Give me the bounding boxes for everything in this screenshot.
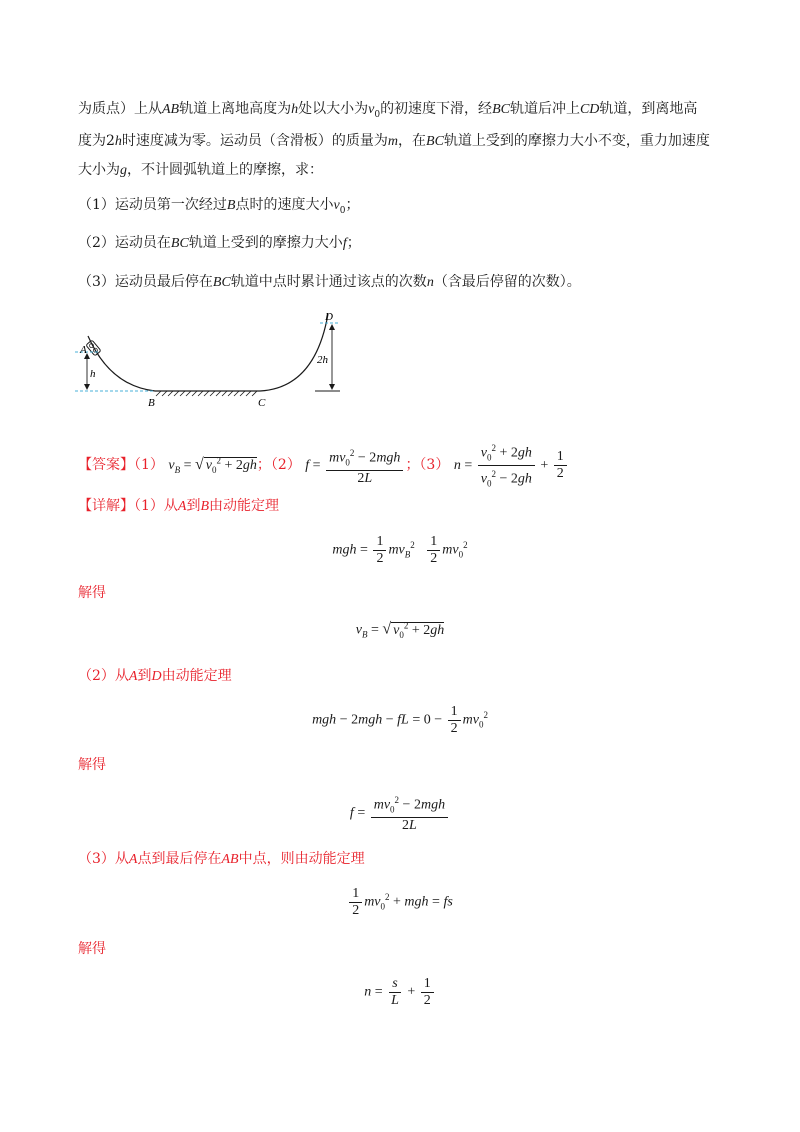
problem-line-1: 为质点）上从AB轨道上离地高度为h处以大小为$v_0$的初速度下滑，经BC轨道后冲上CD轨道，到离地高 [78,101,698,120]
equation-5: $\frac{1}{2}$ $mv_0^2$ + mgh = fs [0,886,800,919]
track-diagram [70,308,360,408]
question-2: （2）运动员在BC轨道上受到的摩擦力大小f； [78,235,361,251]
problem-line-2: 度为2h时速度减为零。运动员（含滑板）的质量为m，在BC轨道上受到的摩擦力大小不变，重力加速度 [78,133,710,149]
track-arc-cd [260,314,328,391]
track-arc-ab [88,336,155,391]
jiede-1: 解得 [78,585,106,601]
label-c: C [258,397,266,408]
jiede-3: 解得 [78,941,106,957]
label-2h: 2h [317,354,328,366]
answer-1-formula: $v_B$ = √ $v_0^2 + 2gh$ [168,455,257,475]
equation-2: $v_B$ = √ $v_0^2 + 2gh$ [355,620,445,640]
ground-hatching [156,391,257,396]
answer-line: 【答案】（1） $v_B$ = √ $v_0^2 + 2gh$；（2） f = $\frac{mv_0^2 - 2mgh}{2L}$ ；（3） n = $\frac{v_0^2 + 2gh}{v_0^2 - 2gh}$ + $\frac{1}{2}$ [78,440,569,492]
problem-line-3: 大小为g，不计圆弧轨道上的摩擦，求： [78,162,323,178]
detail-step-3: （3）从A点到最后停在AB中点，则由动能定理 [78,851,365,867]
label-h: h [90,368,96,380]
label-a: A [80,344,87,356]
detail-step-1: 【详解】（1）从A到B由动能定理 [78,498,280,514]
answer-3-formula: n = $\frac{v_0^2 + 2gh}{v_0^2 - 2gh}$ + $\frac{1}{2}$ [454,458,569,473]
label-b: B [148,397,155,408]
question-3: （3）运动员最后停在BC轨道中点时累计通过该点的次数n（含最后停留的次数）。 [78,274,581,290]
detail-step-2: （2）从A到D由动能定理 [78,668,232,684]
equation-1: mgh = $\frac{1}{2}$ $mv_B^2$ $\frac{1}{2}$ $mv_0^2$ [332,534,468,566]
equation-4: f = $\frac{mv_0^2 - 2mgh}{2L}$ [0,792,800,834]
equation-3: mgh − 2mgh − fL = 0 − $\frac{1}{2}$ $mv_0^2$ [312,704,488,736]
label-d: D [325,311,333,323]
answer-tag: 【答案】 [78,457,134,474]
equation-6: n = $\frac{s}{L}$ + $\frac{1}{2}$ [0,976,800,1009]
jiede-2: 解得 [78,757,106,773]
answer-2-formula: f = $\frac{mv_0^2 - 2mgh}{2L}$ [305,458,405,473]
question-1: （1）运动员第一次经过B点时的速度大小$v_0$； [78,197,360,216]
